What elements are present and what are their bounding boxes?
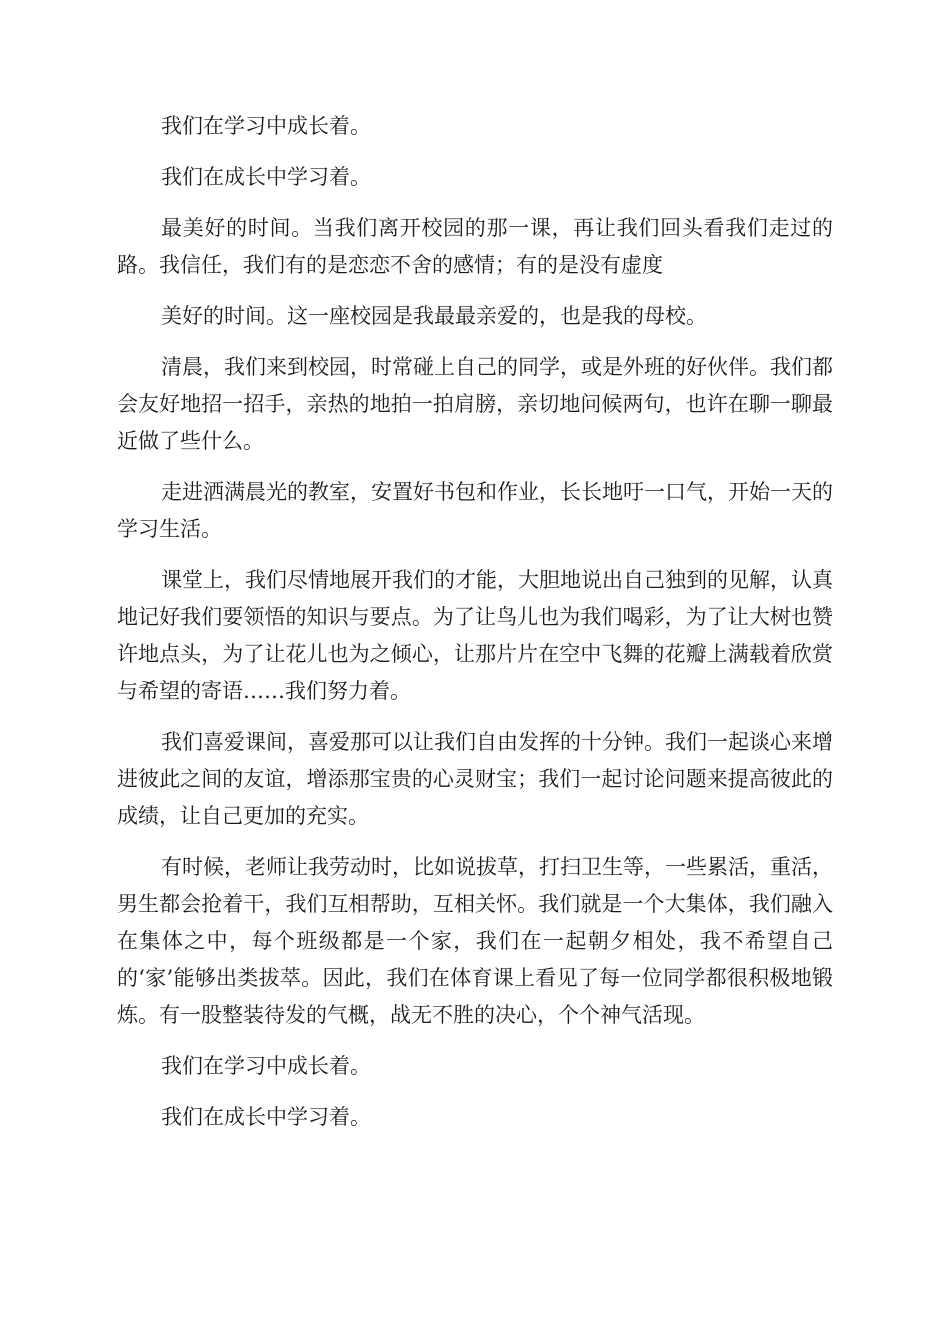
paragraph: 我们喜爱课间，喜爱那可以让我们自由发挥的十分钟。我们一起谈心来增进彼此之间的友谊，增添那宝贵的心灵财宝；我们一起讨论问题来提高彼此的成绩，让自己更加的充实。: [117, 730, 833, 828]
paragraph: 我们在成长中学习着。: [161, 1105, 371, 1129]
paragraph: 我们在学习中成长着。: [161, 1054, 371, 1078]
paragraph: 课堂上，我们尽情地展开我们的才能，大胆地说出自己独到的见解，认真地记好我们要领悟的知识与要点。为了让鸟儿也为我们喝彩，为了让大树也赞许地点头，为了让花儿也为之倾心，让那片片在空中飞舞的花瓣上满载着欣赏与希望的寄语……我们努力着。: [117, 568, 833, 703]
paragraph: 有时候，老师让我劳动时，比如说拔草，打扫卫生等，一些累活，重活，男生都会抢着干，我们互相帮助，互相关怀。我们就是一个大集体，我们融入在集体之中，每个班级都是一个家，我们在一起朝夕相处，我不希望自己的‘家’能够出类拔萃。因此，我们在体育课上看见了每一位同学都很积极地锻炼。有一股整装待发的气概，战无不胜的决心，个个神气活现。: [117, 855, 833, 1027]
paragraph: 我们在成长中学习着。: [161, 165, 371, 189]
paragraph: 最美好的时间。当我们离开校园的那一课，再让我们回头看我们走过的路。我信任，我们有的是恋恋不舍的感情；有的是没有虚度: [117, 216, 833, 277]
paragraph: 美好的时间。这一座校园是我最最亲爱的，也是我的母校。: [161, 304, 707, 328]
document-body: [117, 108, 833, 1136]
paragraph: 我们在学习中成长着。: [161, 114, 371, 138]
paragraph: 清晨，我们来到校园，时常碰上自己的同学，或是外班的好伙伴。我们都会友好地招一招手，亲热的地拍一拍肩膀，亲切地问候两句，也许在聊一聊最近做了些什么。: [117, 355, 833, 453]
paragraph: 走进洒满晨光的教室，安置好书包和作业，长长地吁一口气，开始一天的学习生活。: [117, 480, 833, 541]
